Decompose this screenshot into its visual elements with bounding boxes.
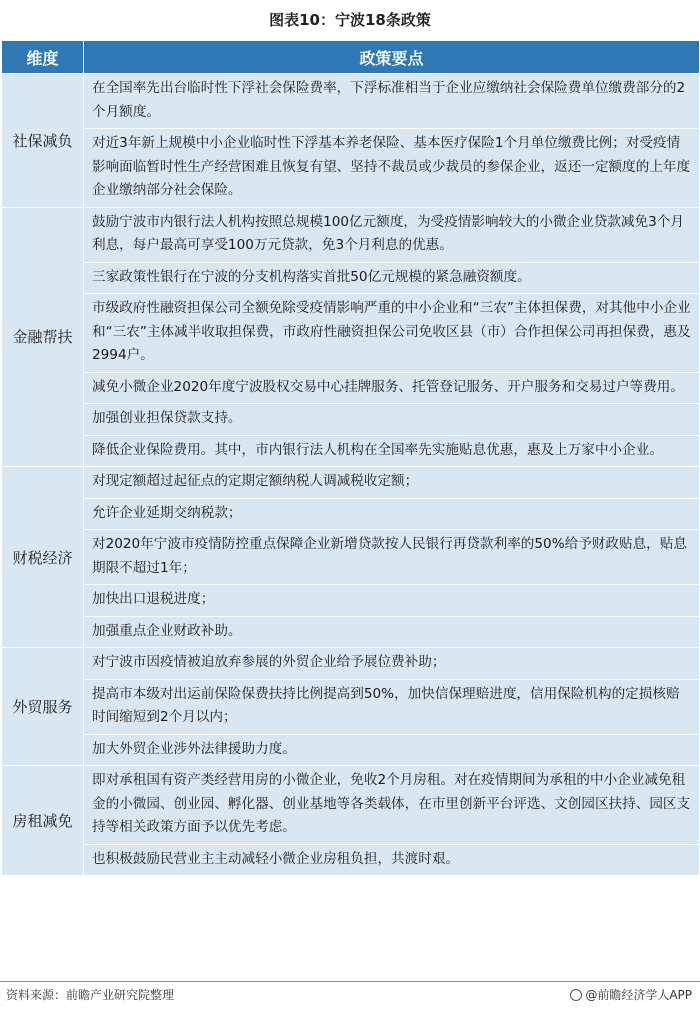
dimension-cell: 外贸服务 bbox=[2, 648, 84, 766]
dimension-cell: 房租减免 bbox=[2, 766, 84, 876]
source-note: 资料来源：前瞻产业研究院整理 bbox=[6, 988, 175, 1002]
table-row bbox=[2, 734, 700, 766]
dimension-cell: 社保减负 bbox=[2, 74, 84, 208]
table-row bbox=[2, 679, 700, 734]
dimension-cell: 金融帮扶 bbox=[2, 207, 84, 467]
policy-item-cell: 对近3年新上规模中小企业临时性下浮基本养老保险、基本医疗保险1个月单位缴费比例；对受疫情影响面临暂时性生产经营困难且恢复有望、坚持不裁员或少裁员的参保企业，返还一定额度的上年度企业缴纳部分社会保险。 bbox=[84, 129, 700, 208]
table-row bbox=[2, 648, 700, 680]
table-row bbox=[2, 766, 700, 845]
policy-item-cell: 三家政策性银行在宁波的分支机构落实首批50亿元规模的紧急融资额度。 bbox=[84, 262, 700, 294]
policy-item-cell: 加快出口退税进度； bbox=[84, 585, 700, 617]
table-row bbox=[2, 616, 700, 648]
table-row bbox=[2, 372, 700, 404]
policy-item-cell: 市级政府性融资担保公司全额免除受疫情影响严重的中小企业和“三农”主体担保费，对其他中小企业和“三农”主体减半收取担保费，市政府性融资担保公司免收区县（市）合作担保公司再担保费，惠及2994户。 bbox=[84, 294, 700, 373]
brand-logo-icon bbox=[570, 989, 582, 1001]
table-row bbox=[2, 530, 700, 585]
policy-table bbox=[1, 40, 700, 876]
policy-item-cell: 允许企业延期交纳税款； bbox=[84, 498, 700, 530]
policy-item-cell: 加强创业担保贷款支持。 bbox=[84, 404, 700, 436]
header-policy-points: 政策要点 bbox=[84, 41, 700, 74]
policy-item-cell: 即对承租国有资产类经营用房的小微企业，免收2个月房租。对在疫情期间为承租的中小企业减免租金的小微园、创业园、孵化器、创业基地等各类载体，在市里创新平台评选、文创园区扶持、园区支持等相关政策方面予以优先考虑。 bbox=[84, 766, 700, 845]
table-header-row bbox=[2, 41, 700, 74]
policy-item-cell: 鼓励宁波市内银行法人机构按照总规模100亿元额度，为受疫情影响较大的小微企业贷款减免3个月利息，每户最高可享受100万元贷款，免3个月利息的优惠。 bbox=[84, 207, 700, 262]
table-body bbox=[2, 74, 700, 876]
policy-item-cell: 对现定额超过起征点的定期定额纳税人调减税收定额； bbox=[84, 467, 700, 499]
brand-credit bbox=[570, 986, 692, 1003]
policy-item-cell: 在全国率先出台临时性下浮社会保险费率，下浮标准相当于企业应缴纳社会保险费单位缴费部分的2个月额度。 bbox=[84, 74, 700, 129]
policy-item-cell: 也积极鼓励民营业主主动减轻小微企业房租负担，共渡时艰。 bbox=[84, 844, 700, 876]
table-row bbox=[2, 498, 700, 530]
table-row bbox=[2, 467, 700, 499]
table-row bbox=[2, 294, 700, 373]
policy-item-cell: 提高市本级对出运前保险保费扶持比例提高到50%，加快信保理赔进度，信用保险机构的定损核赔时间缩短到2个月以内； bbox=[84, 679, 700, 734]
policy-item-cell: 降低企业保险费用。其中，市内银行法人机构在全国率先实施贴息优惠，惠及上万家中小企业。 bbox=[84, 435, 700, 467]
table-row bbox=[2, 262, 700, 294]
table-row bbox=[2, 435, 700, 467]
policy-item-cell: 加大外贸企业涉外法律援助力度。 bbox=[84, 734, 700, 766]
policy-item-cell: 对宁波市因疫情被迫放弃参展的外贸企业给予展位费补助； bbox=[84, 648, 700, 680]
policy-item-cell: 加强重点企业财政补助。 bbox=[84, 616, 700, 648]
header-dimension: 维度 bbox=[2, 41, 84, 74]
figure-title: 图表10：宁波18条政策 bbox=[269, 11, 431, 29]
table-row bbox=[2, 585, 700, 617]
table-row bbox=[2, 404, 700, 436]
brand-label: @前瞻经济学人APP bbox=[585, 988, 692, 1002]
policy-item-cell: 减免小微企业2020年度宁波股权交易中心挂牌服务、托管登记服务、开户服务和交易过户等费用。 bbox=[84, 372, 700, 404]
policy-item-cell: 对2020年宁波市疫情防控重点保障企业新增贷款按人民银行再贷款利率的50%给予财政贴息，贴息期限不超过1年； bbox=[84, 530, 700, 585]
table-row bbox=[2, 129, 700, 208]
footer bbox=[0, 981, 700, 1008]
table-row bbox=[2, 207, 700, 262]
table-row bbox=[2, 74, 700, 129]
table-row bbox=[2, 844, 700, 876]
dimension-cell: 财税经济 bbox=[2, 467, 84, 648]
